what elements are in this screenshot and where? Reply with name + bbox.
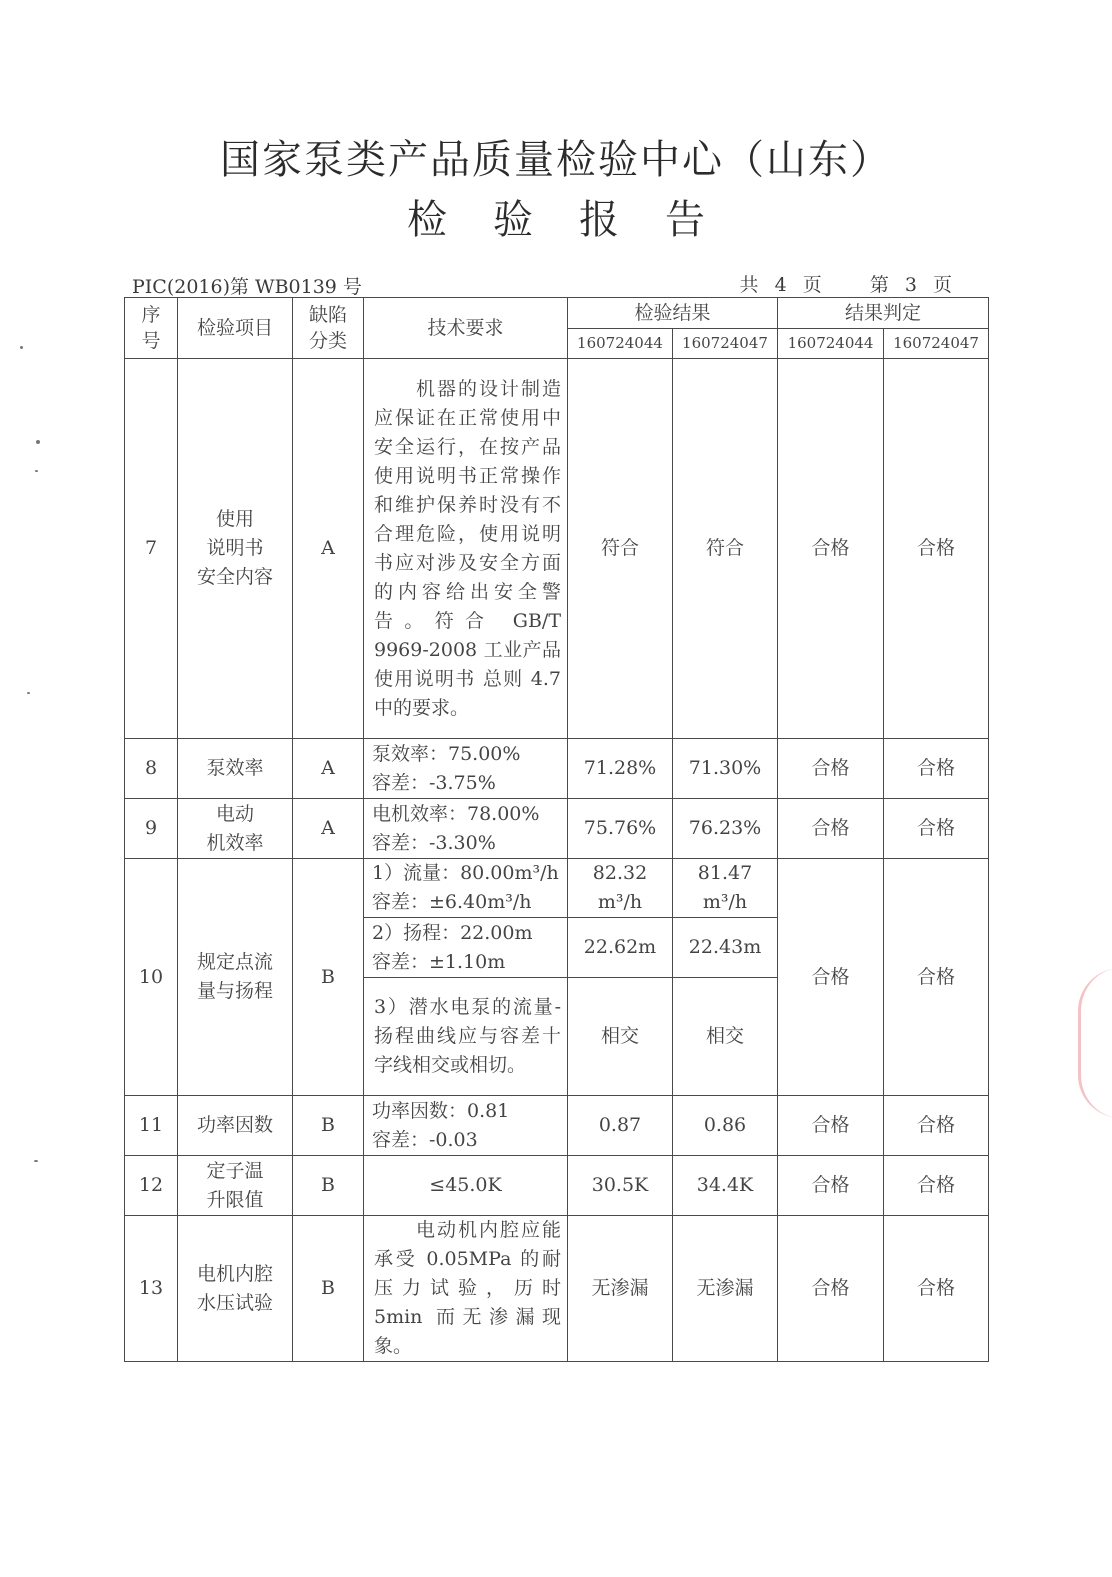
row-result-1: 符合 [568,359,673,739]
row-requirement: 电机效率：78.00% 容差：-3.30% [364,799,568,859]
row-item: 规定点流 量与扬程 [178,859,293,1096]
row-result-1-curve: 相交 [568,978,673,1096]
row-seq: 10 [125,859,178,1096]
table-row [125,739,989,799]
scan-speck [34,1160,38,1162]
row-judgement-2: 合格 [884,859,989,1096]
table-row [125,859,989,918]
row-requirement: 机器的设计制造应保证在正常使用中安全运行，在按产品使用说明书正常操作和维护保养时没有不合理危险，使用说明书应对涉及安全方面的内容给出安全警告。符合 GB/T 9969-2008 工业产品使用说明书 总则 4.7 中的要求。 [364,359,568,739]
row-judgement-2: 合格 [884,1216,989,1362]
row-judgement-2: 合格 [884,359,989,739]
row-defect-class: A [293,359,364,739]
table-row [125,799,989,859]
row-judgement-2: 合格 [884,1096,989,1156]
seal-stamp-edge [1078,968,1112,1118]
row-judgement-1: 合格 [778,1156,884,1216]
row-judgement-1: 合格 [778,799,884,859]
row-seq: 13 [125,1216,178,1362]
header-judgement-sample-1: 160724044 [778,329,884,359]
row-result-1: 0.87 [568,1096,673,1156]
row-seq: 9 [125,799,178,859]
row-result-1: 无渗漏 [568,1216,673,1362]
row-defect-class: B [293,1156,364,1216]
row-judgement-1: 合格 [778,1216,884,1362]
row-result-2-curve: 相交 [673,978,778,1096]
row-item: 电机内腔 水压试验 [178,1216,293,1362]
row-judgement-2: 合格 [884,739,989,799]
row-defect-class: A [293,799,364,859]
row-seq: 11 [125,1096,178,1156]
row-result-2: 71.30% [673,739,778,799]
row-result-2: 76.23% [673,799,778,859]
row-result-1-head: 22.62m [568,918,673,978]
inspection-table [124,297,989,1362]
row-item: 电动 机效率 [178,799,293,859]
row-item: 泵效率 [178,739,293,799]
row-requirement: 功率因数：0.81 容差：-0.03 [364,1096,568,1156]
scan-speck [36,440,40,444]
report-title: 检验报告 [407,197,751,243]
row-result-2: 0.86 [673,1096,778,1156]
row-result-1: 71.28% [568,739,673,799]
report-number: PIC(2016)第 WB0139 号 [132,276,362,298]
header-result-sample-1: 160724044 [568,329,673,359]
row-judgement-2: 合格 [884,799,989,859]
table-row [125,1216,989,1362]
row-seq: 7 [125,359,178,739]
row-judgement-1: 合格 [778,359,884,739]
row-result-2-flow: 81.47 m³/h [673,859,778,918]
row-judgement-2: 合格 [884,1156,989,1216]
row-result-1: 30.5K [568,1156,673,1216]
row-result-2: 符合 [673,359,778,739]
header-judgement: 结果判定 [778,298,989,329]
header-result-sample-2: 160724047 [673,329,778,359]
header-requirement: 技术要求 [364,298,568,359]
row-requirement: 泵效率：75.00% 容差：-3.75% [364,739,568,799]
header-item: 检验项目 [178,298,293,359]
table-row [125,359,989,739]
table-header-row [125,298,989,329]
row-defect-class: B [293,1096,364,1156]
row-defect-class: B [293,859,364,1096]
row-requirement-curve: 3）潜水电泵的流量-扬程曲线应与容差十字线相交或相切。 [364,978,568,1096]
header-defect-class: 缺陷 分类 [293,298,364,359]
row-requirement: 电动机内腔应能承受 0.05MPa 的耐压力试验，历时 5min 而无渗漏现象。 [364,1216,568,1362]
header-seq: 序 号 [125,298,178,359]
row-seq: 8 [125,739,178,799]
report-org-title: 国家泵类产品质量检验中心（山东） [220,137,892,183]
scan-speck [27,692,30,694]
page-indicator: 共 4 页 第 3 页 [739,274,952,296]
row-requirement-flow: 1）流量：80.00m³/h 容差：±6.40m³/h [364,859,568,918]
row-item: 使用 说明书 安全内容 [178,359,293,739]
row-defect-class: B [293,1216,364,1362]
row-result-1: 75.76% [568,799,673,859]
row-result-2-head: 22.43m [673,918,778,978]
row-result-1-flow: 82.32 m³/h [568,859,673,918]
scan-speck [20,346,23,349]
row-requirement: ≤45.0K [364,1156,568,1216]
table-row [125,1156,989,1216]
row-result-2: 无渗漏 [673,1216,778,1362]
row-result-2: 34.4K [673,1156,778,1216]
header-judgement-sample-2: 160724047 [884,329,989,359]
row-seq: 12 [125,1156,178,1216]
row-judgement-1: 合格 [778,739,884,799]
row-requirement-head: 2）扬程：22.00m 容差：±1.10m [364,918,568,978]
row-defect-class: A [293,739,364,799]
table-row [125,1096,989,1156]
scan-speck [35,470,38,472]
row-item: 功率因数 [178,1096,293,1156]
row-item: 定子温 升限值 [178,1156,293,1216]
row-judgement-1: 合格 [778,859,884,1096]
row-judgement-1: 合格 [778,1096,884,1156]
header-test-result: 检验结果 [568,298,778,329]
